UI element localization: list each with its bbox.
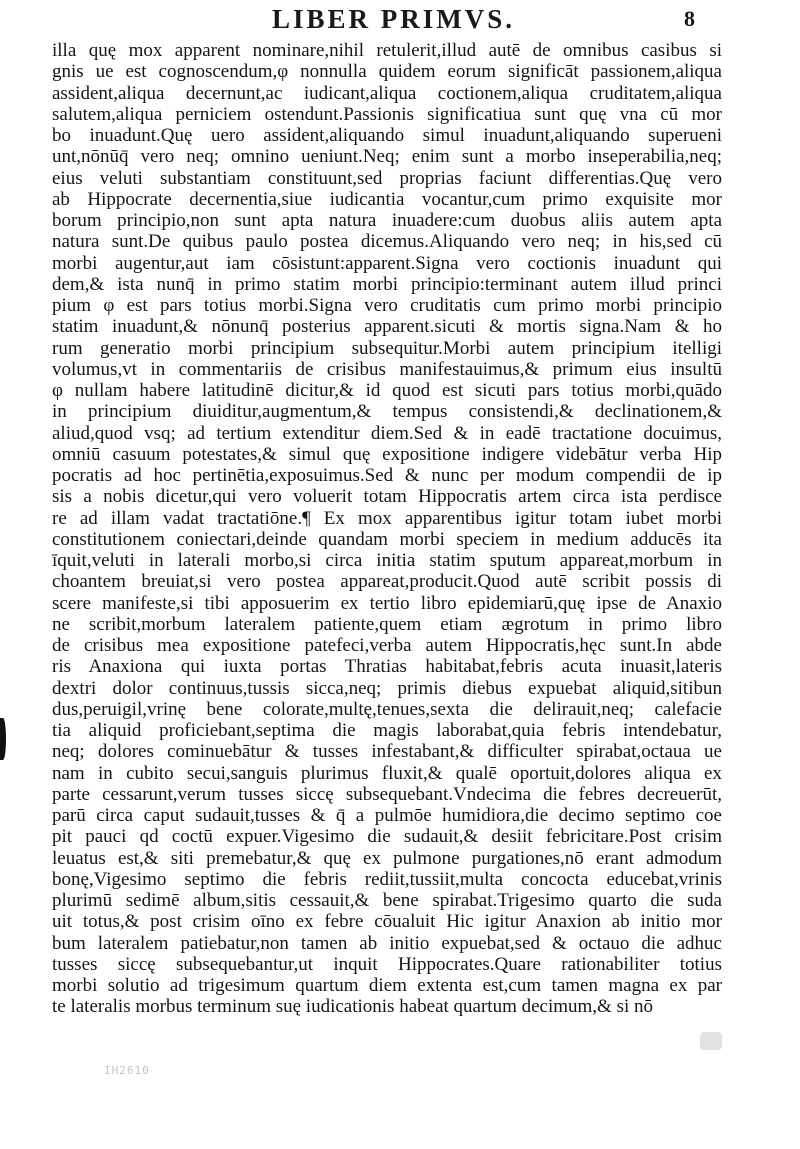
text-line: dem,& ista nunq̄ in primo statim morbi principio:terminant autem illud princi — [52, 273, 722, 295]
text-line: parū circa caput sudauit,tusses & q̄ a pulmōe humidiora,die decimo septimo coe — [52, 805, 722, 826]
text-line: constitutionem coniectari,deinde quandam morbi speciem in medium adducēs ita — [52, 528, 722, 550]
text-line: volumus,vt in commentariis de crisibus manifestauimus,& primum eius insultū — [52, 358, 722, 380]
text-line: leuatus est,& siti premebatur,& quę ex pulmone purgationes,nō erant admodum — [52, 847, 722, 869]
text-line: tia aliquid proficiebant,septima die magis laborabat,quia febris intendebatur, — [52, 720, 722, 741]
text-line: salutem,aliqua perniciem ostendunt.Passionis significatiua sunt quę vna cū mor — [52, 103, 722, 125]
text-line: pocratis ad hoc pertinētia,exposuimus.Sed & nunc per modum compendii de ip — [52, 465, 722, 486]
text-line: pit pauci qd coctū expuer.Vigesimo die sudauit,& desiit febricitare.Post crisim — [52, 826, 722, 848]
text-line: morbi solutio ad trigesimum quartum diem extenta est,cum tamen magna ex par — [52, 975, 722, 996]
text-line: eius veluti substantiam constituunt,sed proprias faciunt differentias.Quę vero — [52, 167, 722, 189]
text-line: īquit,veluti in laterali morbo,si circa initia statim sputum appareat,morbum in — [52, 550, 722, 571]
text-line: φ nullam habere latitudinē dicitur,& id quod est sicuti pars totius morbi,quādo — [52, 380, 722, 401]
text-line: ris Anaxiona qui iuxta portas Thratias habitabat,febris acuta inuasit,lateris — [52, 656, 722, 678]
text-line: dus,peruigil,vrinę bene colorate,multę,tenues,sexta die delirauit,neq; calefacie — [52, 698, 722, 720]
page-edge-mark — [0, 718, 6, 760]
text-line: bum lateralem patiebatur,non tamen ab initio expuebat,sed & octauo die adhuc — [52, 932, 722, 954]
text-line: bo inuadunt.Quę uero assident,aliquando simul inuadunt,aliquando superueni — [52, 125, 722, 146]
library-stamp: IH2610 — [104, 1064, 150, 1077]
body-text — [52, 40, 722, 1018]
text-line: neq; dolores cominuebātur & tusses infestabant,& difficulter spirabat,octaua ue — [52, 741, 722, 763]
text-line: morbi augentur,aut iam cōsistunt:apparent.Signa vero coctionis inuadunt qui — [52, 252, 722, 274]
text-line: rum generatio morbi principium subsequitur.Morbi autem principium itelligi — [52, 337, 722, 359]
text-line: de crisibus mea expositione patefeci,verba autem Hippocratis,hęc sunt.In abde — [52, 635, 722, 656]
text-line: in principium diuiditur,augmentum,& tempus consistendi,& declinationem,& — [52, 401, 722, 423]
text-line: choantem breuiat,si vero postea appareat,producit.Quod autē scribit possis di — [52, 571, 722, 593]
text-line: gnis ue est cognoscendum,φ nonnulla quidem eorum significāt passionem,aliqua — [52, 61, 722, 83]
text-line: dextri dolor continuus,tussis sicca,neq; primis diebus expuebat aliquid,sitibun — [52, 677, 722, 699]
text-line: nam in cubito secui,sanguis plurimus fluxit,& qualē oportuit,dolores aliqua ex — [52, 762, 722, 784]
text-line: assident,aliqua decernunt,ac iudicant,aliqua coctionem,aliqua cruditatem,aliqua — [52, 82, 722, 104]
text-line: uit totus,& post crisim oīno ex febre cōualuit Hic igitur Anaxion ab initio mor — [52, 911, 722, 933]
page-number: 8 — [684, 6, 695, 31]
text-line: re ad illam vadat tractatiōne.¶ Ex mox apparentibus igitur totam iubet morbi — [52, 507, 722, 529]
text-line: aliud,quod vsq; ad tertium extenditur diem.Sed & in eadē tractatione docuimus, — [52, 422, 722, 444]
text-line: plurimū sedimē album,sitis cessauit,& bene spirabat.Trigesimo quarto die suda — [52, 890, 722, 911]
text-line: natura sunt.De quibus paulo postea dicemus.Aliquando vero neq; in his,sed cū — [52, 231, 722, 253]
text-line: pium φ est pars totius morbi.Signa vero cruditatis cum primo morbi principio — [52, 295, 722, 316]
text-line: illa quę mox apparent nominare,nihil retulerit,illud autē de omnibus casibus si — [52, 40, 722, 61]
text-line: omniū casuum potestates,& simul quę expositione indigere videbātur verba Hip — [52, 443, 722, 465]
text-line: parte cessarunt,verum tusses siccę subsequebant.Vndecima die febres decreuerūt, — [52, 783, 722, 805]
text-line: ab Hippocrate decernentia,siue iudicantia vocantur,cum primo exquisite mor — [52, 188, 722, 210]
running-head: LIBER PRIMVS. — [272, 4, 516, 34]
text-line: statim inuadunt,& nōnunq̄ posterius apparent.sicuti & mortis signa.Nam & ho — [52, 316, 722, 338]
text-line: borum principio,non sunt apta natura inuadere:cum duobus aliis autem apta — [52, 210, 722, 231]
ink-smudge — [700, 1032, 722, 1050]
text-line: sis a nobis dicetur,qui vero voluerit totam Hippocratis artem circa ista perdisce — [52, 486, 722, 508]
text-line: te lateralis morbus terminum suę iudicationis habeat quartum decimum,& si nō — [52, 996, 654, 1018]
page-header — [0, 2, 800, 38]
text-line: tusses siccę subsequebantur,ut inquit Hippocrates.Quare rationabiliter totius — [52, 953, 722, 975]
text-line: bonę,Vigesimo septimo die febris rediit,tussiit,multa concocta educebat,vrinis — [52, 868, 722, 890]
text-line: ne scribit,morbum lateralem patiente,quem etiam ægrotum in primo libro — [52, 613, 722, 635]
text-line: scere manifeste,si tibi apposuerim ex tertio libro epidemiarū,quę ipse de Anaxio — [52, 592, 722, 614]
text-line: unt,nōnūq̄ vero neq; omnino ueniunt.Neq; enim sunt a morbo inseperabilia,neq; — [52, 146, 722, 168]
